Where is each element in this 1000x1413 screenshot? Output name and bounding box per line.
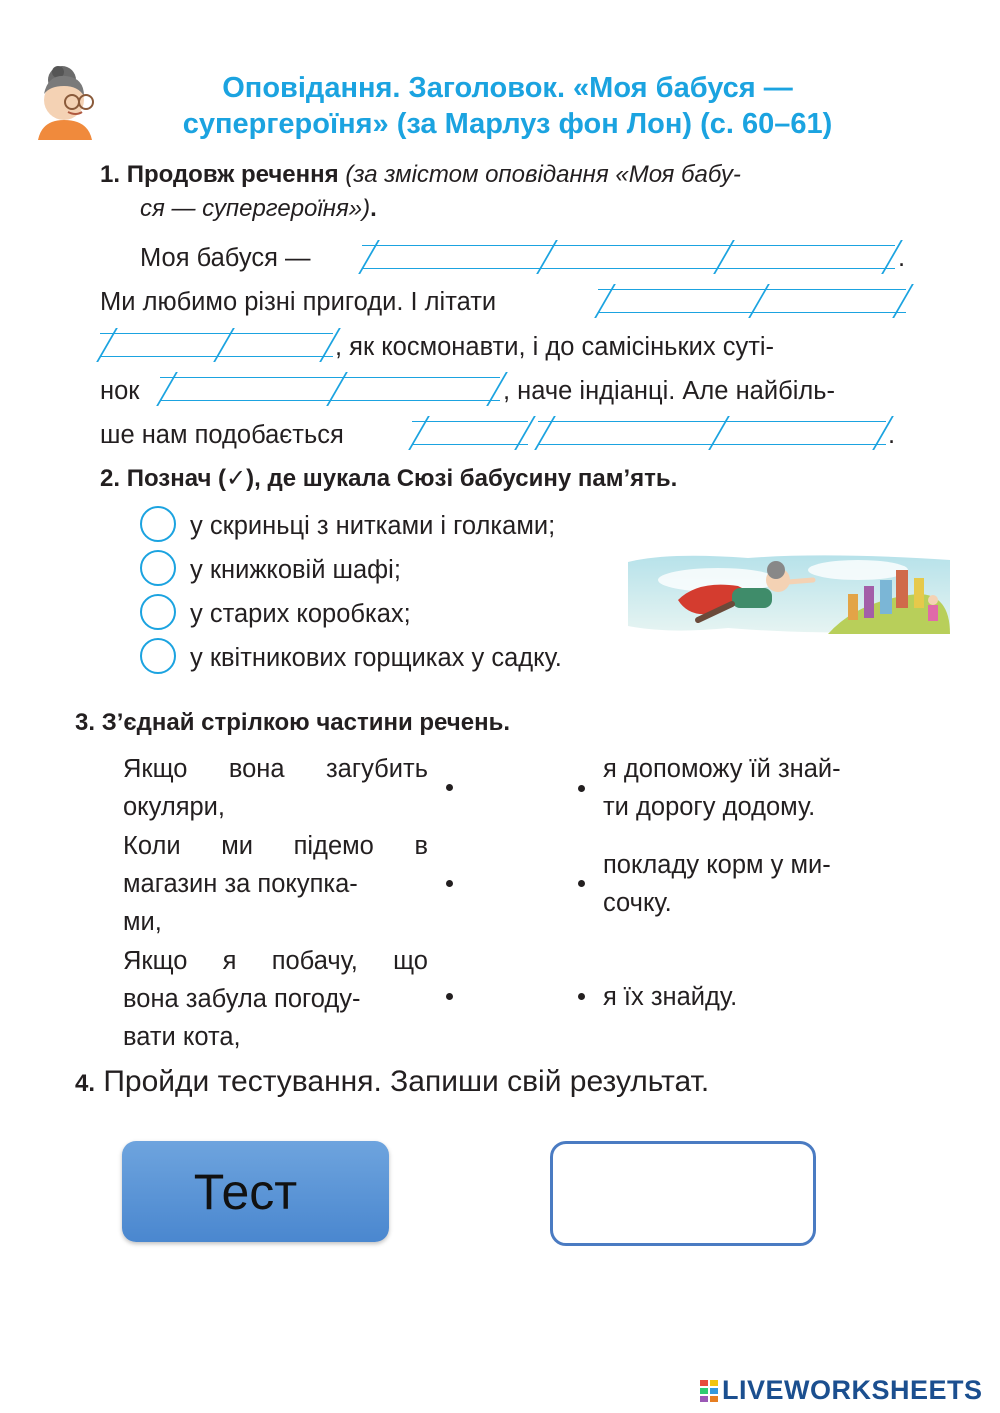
blank-divider	[713, 240, 734, 274]
left-dot-1[interactable]	[446, 784, 453, 791]
blank-divider	[213, 328, 234, 362]
left-dot-3[interactable]	[446, 993, 453, 1000]
page-title	[105, 70, 910, 142]
task-3-number: 3.	[75, 709, 96, 736]
option-label-4: у квітникових горщиках у садку.	[190, 644, 562, 672]
test-button[interactable]: Тест	[122, 1141, 389, 1242]
logo-text: LIVEWORKSHEETS	[722, 1375, 983, 1405]
task-1-heading	[100, 158, 910, 226]
task-1-line-2: Ми любимо різні пригоди. І літати	[100, 288, 497, 316]
option-checkbox-1[interactable]	[140, 506, 176, 542]
blank-divider	[96, 328, 117, 362]
title-line-1: Оповідання. Заголовок. «Моя бабуся —	[222, 72, 793, 104]
right-dot-3[interactable]	[578, 993, 585, 1000]
blank-6[interactable]	[538, 421, 886, 445]
result-input[interactable]	[550, 1141, 816, 1246]
blank-3[interactable]	[100, 333, 333, 357]
task-2-heading	[100, 462, 677, 496]
blank-divider	[156, 372, 177, 406]
blank-2[interactable]	[598, 289, 906, 313]
task-1-line-1-end: .	[898, 244, 906, 272]
left-part-3-line-2: вона забула погоду-	[123, 985, 361, 1013]
task-1-number: 1.	[100, 161, 121, 188]
title-line-2: супергероїня» (за Марлуз фон Лон) (с. 60–61)	[182, 108, 833, 140]
right-part-2-line-1: покладу корм у ми-	[603, 851, 831, 879]
task-1-line-1-prefix: Моя бабуся —	[140, 244, 311, 272]
option-checkbox-2[interactable]	[140, 550, 176, 586]
task-1-line-4-prefix: нок	[100, 377, 140, 405]
task-1-label: Продовж речення	[126, 161, 339, 188]
task-4-label: Пройди тестування. Запиши свій результат.	[103, 1065, 710, 1098]
task-3-heading	[75, 706, 510, 740]
left-part-2-line-2: магазин за покупка-	[123, 870, 358, 898]
right-part-1-line-1: я допоможу їй знай-	[603, 755, 841, 783]
left-part-2	[123, 827, 428, 941]
blank-4[interactable]	[160, 377, 500, 401]
liveworksheets-logo	[700, 1375, 983, 1406]
task-1-hint-end: .	[370, 195, 377, 222]
task-1-hint-1: (за змістом оповідання «Моя бабу-	[345, 161, 741, 188]
left-part-1-line-2: окуляри,	[123, 793, 226, 821]
blank-5[interactable]	[412, 421, 528, 445]
task-2-number: 2.	[100, 465, 121, 492]
flying-grandma-icon	[628, 550, 950, 634]
left-dot-2[interactable]	[446, 880, 453, 887]
task-1-line-4-suffix: , наче індіанці. Але найбіль-	[503, 377, 836, 405]
right-part-2	[603, 846, 903, 922]
blank-divider	[594, 284, 615, 318]
right-dot-1[interactable]	[578, 785, 585, 792]
right-part-2-line-2: сочку.	[603, 889, 672, 917]
left-part-2-line-3: ми,	[123, 908, 162, 936]
blank-divider	[536, 240, 557, 274]
blank-divider	[708, 416, 729, 450]
blank-divider	[408, 416, 429, 450]
option-label-1: у скриньці з нитками і голками;	[190, 512, 556, 540]
blank-divider	[358, 240, 379, 274]
blank-divider	[326, 372, 347, 406]
right-dot-2[interactable]	[578, 880, 585, 887]
grandma-icon	[28, 60, 100, 140]
blank-1[interactable]	[362, 245, 895, 269]
task-4-number: 4.	[75, 1070, 96, 1097]
task-2-label: Познач (✓), де шукала Сюзі бабусину пам’ять.	[126, 465, 678, 492]
left-part-1-line-1: Якщо вона загубить	[123, 755, 428, 783]
blank-divider	[892, 284, 913, 318]
logo-icon	[700, 1378, 718, 1400]
illustration	[628, 550, 950, 634]
option-label-2: у книжковій шафі;	[190, 556, 401, 584]
task-1-line-3: , як космонавти, і до самісіньких суті-	[335, 333, 775, 361]
right-part-3	[603, 978, 903, 1016]
task-1-line-5-prefix: ше нам подобається	[100, 421, 344, 449]
right-part-1	[603, 750, 903, 826]
task-1-hint-2: ся — супергероїня»)	[140, 195, 371, 222]
task-3-label: З’єднай стрілкою частини речень.	[101, 709, 511, 736]
left-part-3	[123, 942, 428, 1056]
task-4-heading	[75, 1062, 709, 1104]
left-part-2-line-1: Коли ми підемо в	[123, 832, 428, 860]
left-part-1	[123, 750, 428, 826]
right-part-1-line-2: ти дорогу додому.	[603, 793, 816, 821]
right-part-3-line-1: я їх знайду.	[603, 983, 738, 1011]
blank-divider	[514, 416, 535, 450]
option-checkbox-4[interactable]	[140, 638, 176, 674]
left-part-3-line-1: Якщо я побачу, що	[123, 947, 428, 975]
blank-divider	[748, 284, 769, 318]
grandma-avatar	[28, 60, 100, 140]
blank-divider	[534, 416, 555, 450]
option-label-3: у старих коробках;	[190, 600, 411, 628]
task-1-line-5-end: .	[888, 421, 896, 449]
option-checkbox-3[interactable]	[140, 594, 176, 630]
left-part-3-line-3: вати кота,	[123, 1023, 241, 1051]
